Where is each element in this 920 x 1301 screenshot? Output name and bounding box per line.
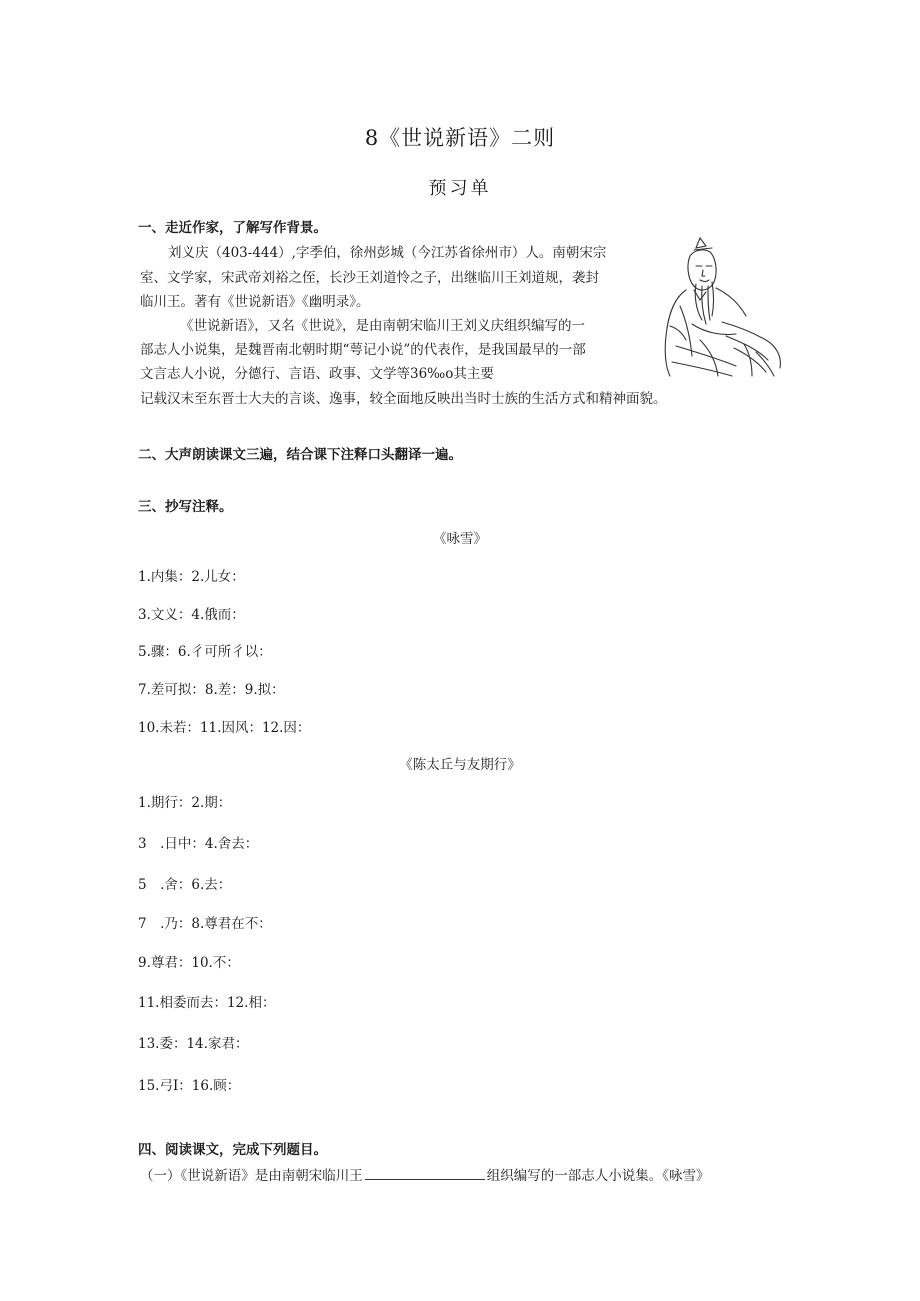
poem-1-title: 《咏雪》 bbox=[433, 531, 487, 547]
note-item: 3.文义：4.俄而： bbox=[138, 607, 245, 623]
page-subtitle: 预习单 bbox=[428, 178, 492, 199]
note-item: 7.差可拟：8.差：9.拟： bbox=[138, 682, 285, 698]
question-1 bbox=[140, 1164, 710, 1184]
book-line-2: 部志人小说集，是魏晋南北朝时期“萼记小说”的代表作，是我国最早的一部 bbox=[140, 342, 586, 358]
note-item: 1.期行：2.期： bbox=[138, 795, 232, 811]
note-item: 11.相委而去：12.相： bbox=[138, 995, 276, 1011]
section-3-heading: 三、抄写注释。 bbox=[138, 499, 233, 515]
author-portrait-image bbox=[656, 236, 786, 378]
question-1-text-before: （一）《世说新语》是由南朝宋临川王 bbox=[140, 1168, 363, 1184]
page-title: 8《世说新语》二则 bbox=[364, 126, 556, 150]
note-item: 15.弓I：16.顾： bbox=[138, 1078, 241, 1094]
poem-2-title: 《陈太丘与友期行》 bbox=[399, 757, 521, 773]
note-item: 3 .日中：4.舍去： bbox=[138, 836, 259, 852]
section-4-heading: 四、阅读课文，完成下列题目。 bbox=[138, 1142, 327, 1158]
bio-line-1: 刘义庆（403-444）,字季伯，徐州彭城（今江苏省徐州市）人。南朝宋宗 bbox=[168, 245, 607, 261]
note-item: 7 .乃：8.尊君在不： bbox=[138, 916, 272, 932]
note-item: 5 .舍：6.去： bbox=[138, 877, 232, 893]
note-item: 5.骤：6.彳可所彳以： bbox=[138, 644, 272, 660]
book-line-3: 文言志人小说，分德行、言语、政事、文学等36‰o其主要 bbox=[140, 366, 494, 382]
bio-line-3: 临川王。著有《世说新语》《幽明录》。 bbox=[140, 294, 370, 310]
note-item: 9.尊君：10.不： bbox=[138, 955, 240, 971]
book-line-1: 《世说新语》，又名《世说》，是由南朝宋临川王刘义庆组织编写的一 bbox=[180, 318, 585, 334]
note-item: 10.未若：11.因风：12.因： bbox=[138, 720, 311, 736]
note-item: 13.委：14.家君： bbox=[138, 1036, 249, 1052]
question-1-text-after: 组织编写的一部志人小说集。《咏雪》 bbox=[486, 1168, 710, 1184]
bio-line-2: 室、文学家，宋武帝刘裕之侄，长沙王刘道怜之子，出继临川王刘道规，袭封 bbox=[140, 270, 599, 286]
book-line-4: 记载汉末至东晋士大夫的言谈、逸事，较全面地反映出当时士族的生活方式和精神面貌。 bbox=[140, 391, 667, 407]
section-1-heading: 一、走近作家，了解写作背景。 bbox=[138, 220, 327, 236]
section-2-heading: 二、大声朗读课文三遍，结合课下注释口头翻译一遍。 bbox=[138, 447, 462, 463]
note-item: 1.内集：2.儿女： bbox=[138, 569, 245, 585]
answer-blank[interactable] bbox=[365, 1167, 485, 1180]
